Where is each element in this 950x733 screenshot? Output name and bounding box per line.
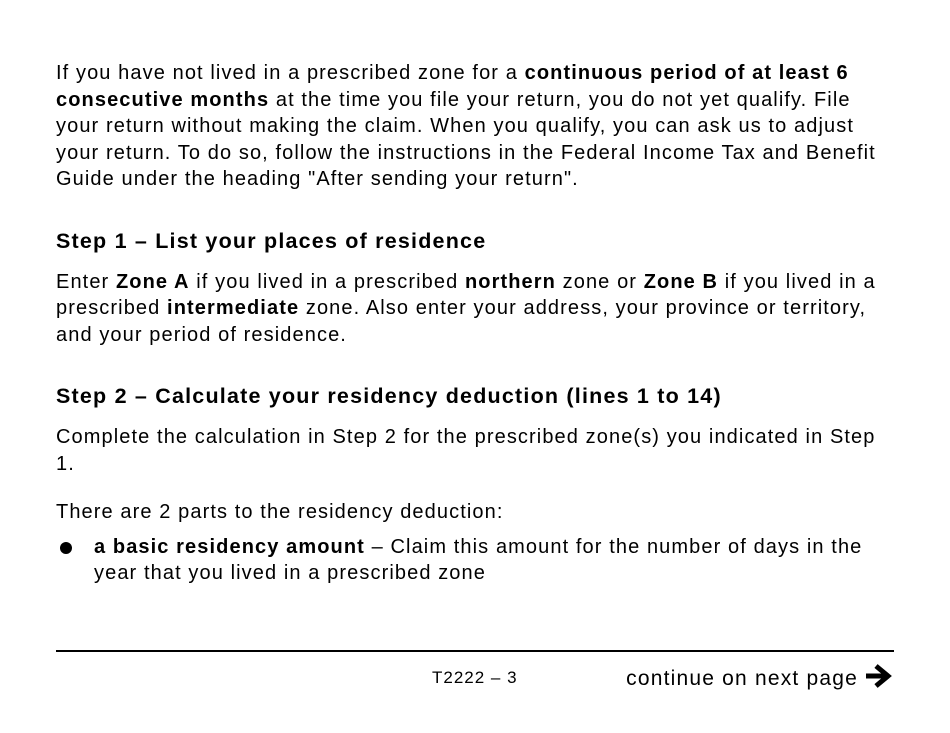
intro-text-1: If you have not lived in a prescribed zone for a — [56, 62, 525, 84]
step1-text-3: zone or — [555, 270, 644, 293]
step1-text-5: zone. Also enter your address, your province or territory, and your period of residence. — [56, 297, 867, 346]
bullet-text — [94, 534, 896, 587]
step1-text-1: Enter — [56, 270, 116, 293]
step2-paragraph: Complete the calculation in Step 2 for the prescribed zone(s) you indicated in Step 1. — [56, 426, 876, 475]
intro-bold-period: continuous period of at least 6 consecutive months — [56, 62, 849, 111]
step1-intermediate: intermediate — [167, 297, 300, 319]
step1-heading: Step 1 – List your places of residence — [56, 228, 487, 253]
step1-zone-a: Zone A — [115, 270, 190, 293]
step1-paragraph — [56, 269, 896, 349]
footer-divider — [56, 650, 894, 652]
arrow-right-icon — [864, 664, 892, 694]
page-number: T2222 – 3 — [432, 668, 518, 687]
intro-paragraph — [56, 60, 896, 193]
intro-text-2: at the time you file your return, you do not yet qualify. File your return without making the claim. When you qualify, you can ask us to adjust your return. To do so, follow the instructions in the Federal Income Tax and Benefit Guide under the heading "After sending your return". — [56, 88, 876, 190]
step1-zone-b: Zone B — [643, 270, 719, 293]
page-content — [56, 60, 896, 587]
bullet-icon — [60, 542, 72, 554]
step1-text-2: if you lived in a prescribed — [189, 270, 465, 293]
step2-heading: Step 2 – Calculate your residency deduction (lines 1 to 14) — [56, 384, 722, 408]
parts-intro: There are 2 parts to the residency deduction: — [56, 501, 504, 523]
step1-northern: northern — [464, 270, 556, 293]
list-item — [56, 534, 896, 587]
bullet-bold: a basic residency amount — [94, 535, 365, 558]
step1-text-4: if you lived in a prescribed — [56, 270, 876, 319]
continue-next-page — [626, 664, 892, 694]
continue-label: continue on next page — [626, 667, 858, 690]
bullet-body: – Claim this amount for the number of days in the year that you lived in a prescribed zone — [94, 535, 863, 584]
